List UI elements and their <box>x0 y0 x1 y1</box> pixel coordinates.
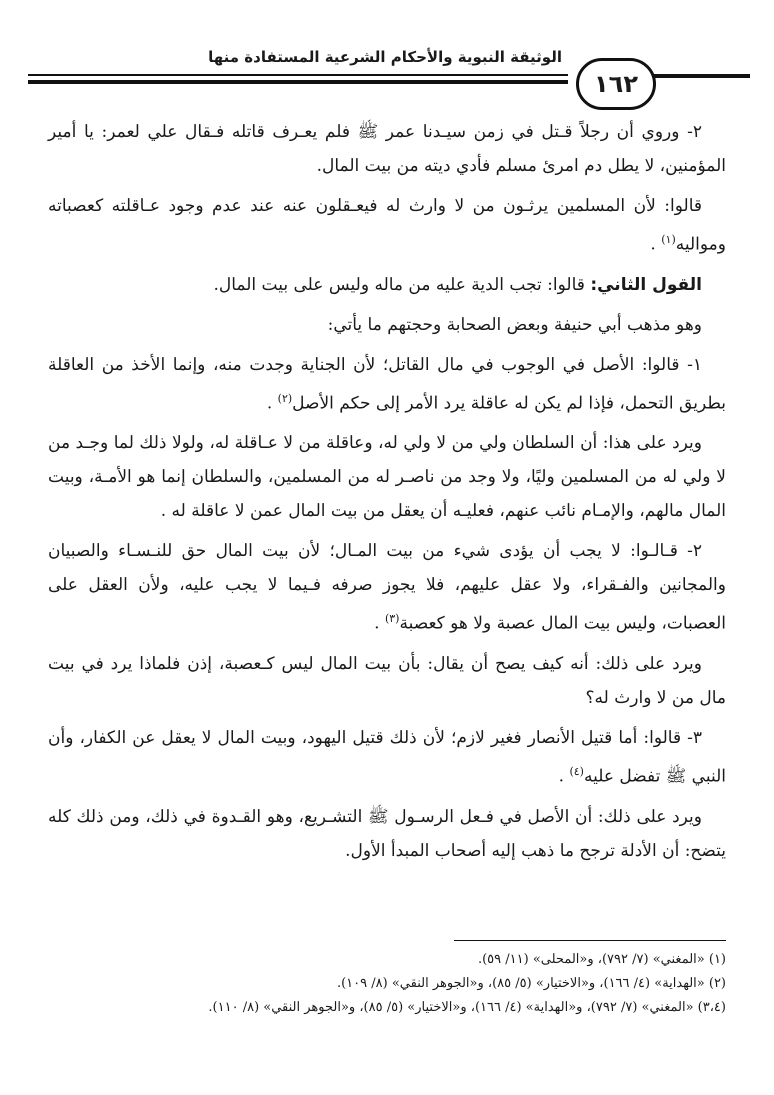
footnotes <box>48 948 726 1020</box>
paragraph: ٢- قـالـوا: لا يجب أن يؤدى شيء من بيت المـال؛ لأن بيت المال حق للنـسـاء والصبيان والمجانين والفـقراء، ولا عقل عليهم، فلا يجوز صرفه فـيما لا يجب عليه، ولأن العقل على العصبات، وليس بيت المال عصبة ولا هو كعصبة$^{(٣)}$ . <box>48 541 726 634</box>
section-label: القول الثاني: <box>590 274 702 295</box>
footnote-ref[interactable]: (١) <box>661 233 676 246</box>
paragraph: ويرد على هذا: أن السلطان ولي من لا ولي له، وعاقلة من لا عـاقلة له، ولولا ذلك لما وجـد من لا ولي له من المسلمين وليًا، ولا وجد من ناصـر له من المسلمين، والسلطان إنما هو الأمـة، وبيت المال مالهم، والإمـام نائب عنهم، فعليـه أن يعقل من بيت المال عمن لا عاقلة له . <box>48 433 726 522</box>
header-rule-thick <box>28 80 568 84</box>
paragraph: قالوا: لأن المسلمين يرثـون من لا وارث له فيعـقلون عنه عند عدم وجود عـاقلته كعصباته ومواليه$^{(١)}$ . <box>48 196 726 255</box>
main-text <box>48 115 726 874</box>
page-number: ١٦٢ <box>576 58 656 110</box>
paragraph: ويرد على ذلك: أن الأصل في فـعل الرسـول ﷺ التشـريع، وهو القـدوة في ذلك، ومن ذلك كله يتضح: أن الأدلة ترجح ما ذهب إليه أصحاب المبدأ الأول. <box>48 806 726 861</box>
paragraph: ١- قالوا: الأصل في الوجوب في مال القاتل؛ لأن الجناية وجدت منه، وإنما الأخذ من العاقلة بطريق التحمل، فإذا لم يكن له عاقلة يرد الأمر إلى حكم الأصل$^{(٢)}$ . <box>48 354 726 414</box>
paragraph: وهو مذهب أبي حنيفة وبعض الصحابة وحجتهم ما يأتي: <box>327 314 702 335</box>
paragraph: ٢- وروي أن رجلاً قـتل في زمن سيـدنا عمر ﷺ فلم يعـرف قاتله فـقال علي لعمر: يا أمير المؤمنين، لا يطل دم امرئ مسلم فأدي ديته من بيت المال. <box>48 122 726 176</box>
footnote-ref[interactable]: (٢) <box>277 391 293 405</box>
header-rule-right <box>654 74 750 78</box>
footnote-ref[interactable]: (٤) <box>569 764 584 778</box>
footnote-ref[interactable]: (٣) <box>384 612 400 626</box>
paragraph: ٣- قالوا: أما قتيل الأنصار فغير لازم؛ لأن ذلك قتيل اليهود، وبيت المال لا يعقل عن الكفار، وأن النبي ﷺ تفضل عليه$^{(٤)}$ . <box>48 727 726 787</box>
footnote-divider <box>454 940 726 941</box>
page-header <box>28 44 746 100</box>
paragraph: ويرد على ذلك: أنه كيف يصح أن يقال: بأن بيت المال ليس كـعصبة، إذن فلماذا يرد في بيت مال من لا وارث له؟ <box>48 653 726 708</box>
running-title: الوثيقة النبوية والأحكام الشرعية المستفادة منها <box>208 48 562 66</box>
paragraph: القول الثاني: قالوا: تجب الدية عليه من ماله وليس على بيت المال. <box>213 274 702 295</box>
footnote: (١) «المغني» (٧/ ٧٩٢)، و«المحلى» (١١/ ٥٩). <box>477 952 726 967</box>
footnote: (٢) «الهداية» (٤/ ١٦٦)، و«الاختيار» (٥/ ٨٥)، و«الجوهر النقي» (٨/ ١٠٩). <box>336 976 726 991</box>
header-rule-thin <box>28 74 568 76</box>
footnote: (٣،٤) «المغني» (٧/ ٧٩٢)، و«الهداية» (٤/ ١٦٦)، و«الاختيار» (٥/ ٨٥)، و«الجوهر النقي» (٨/ ١١٠). <box>208 1000 726 1015</box>
